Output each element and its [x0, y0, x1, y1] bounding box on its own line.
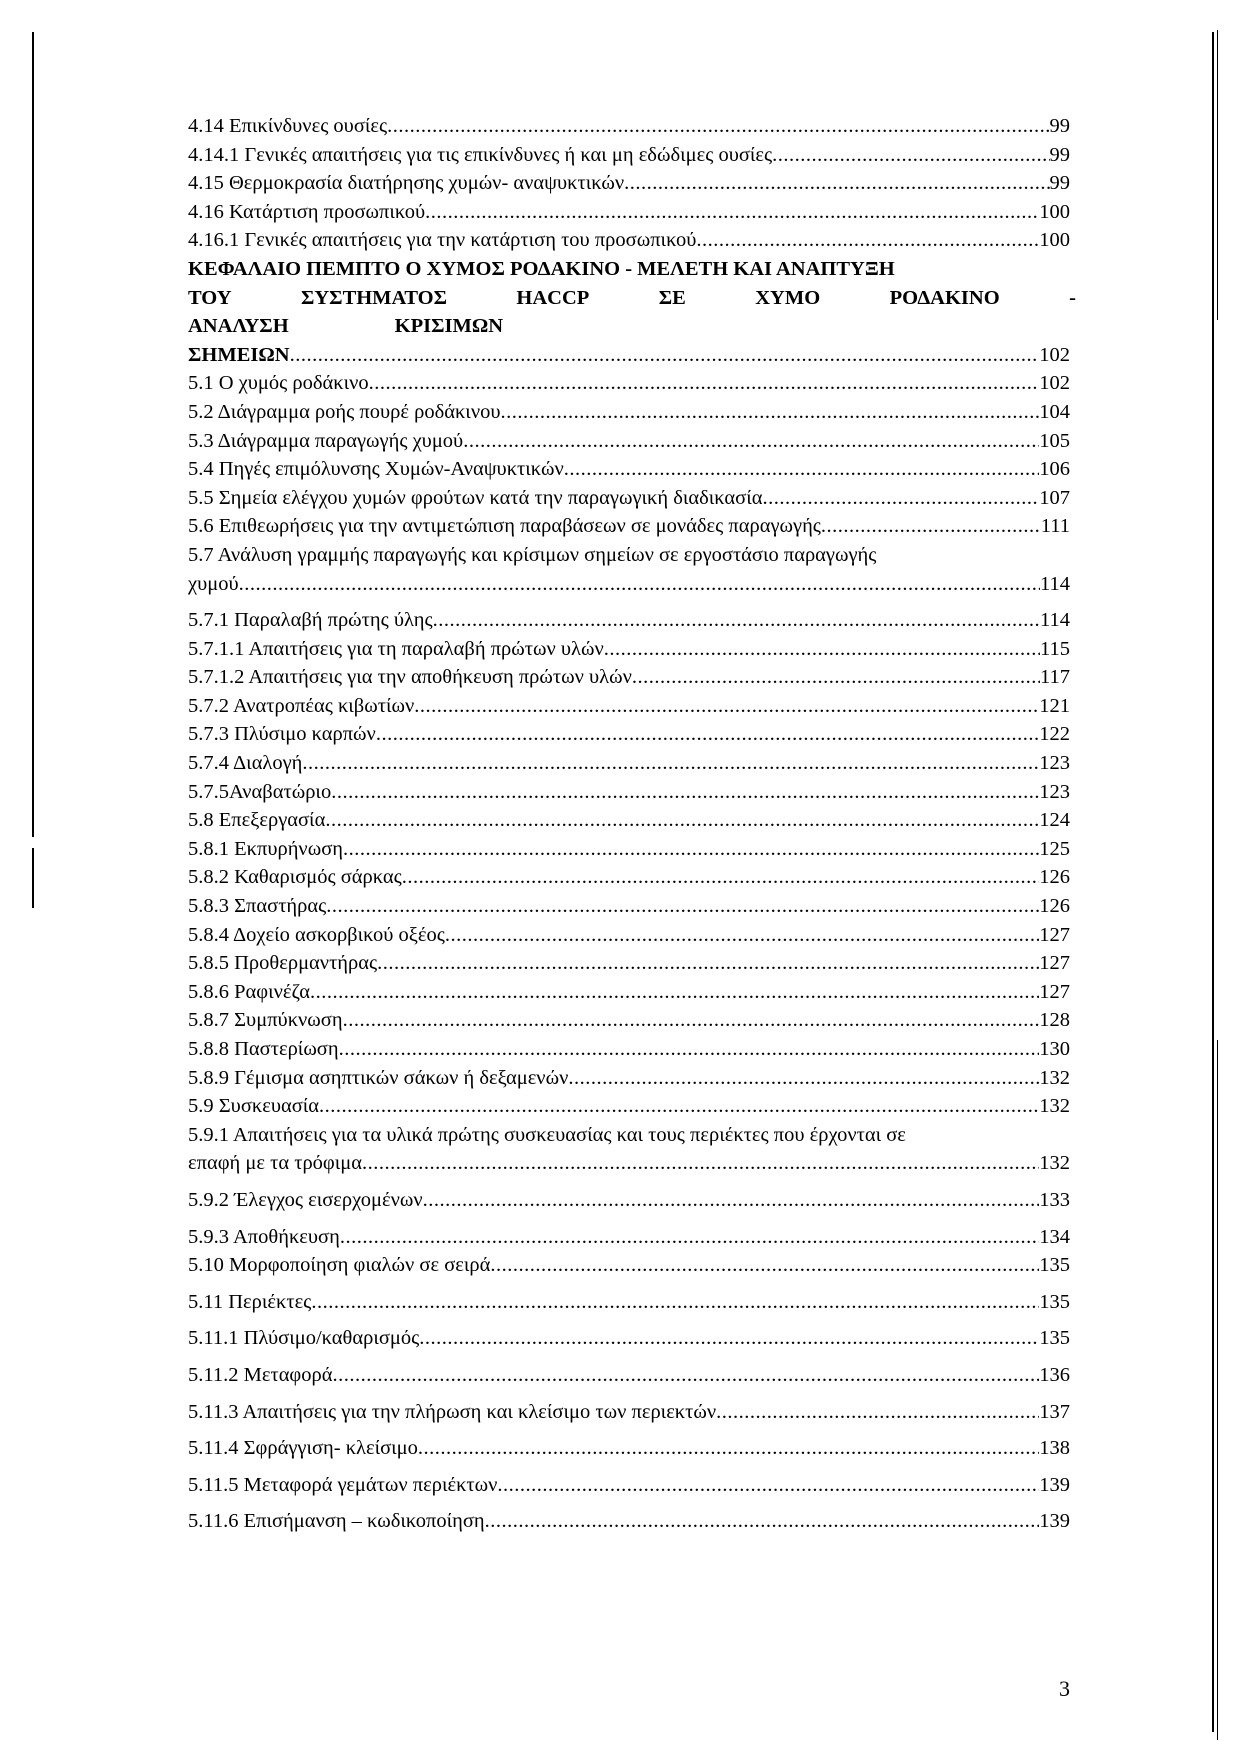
- toc-entry[interactable]: [188, 455, 1070, 484]
- toc-entry-page: 139: [1039, 1510, 1070, 1533]
- leader-dots: [418, 1434, 1039, 1463]
- toc-entry[interactable]: [188, 1471, 1070, 1500]
- leader-dots: [604, 635, 1040, 664]
- toc-entry-label: 5.11.6 Επισήμανση – κωδικοποίηση: [188, 1510, 485, 1533]
- chapter-title-line: ΚΕΦΑΛΑΙΟ ΠΕΜΠΤΟ Ο ΧΥΜΟΣ ΡΟΔΑΚΙΝΟ - ΜΕΛΕΤΗ ΚΑΙ ΑΝΑΠΤΥΞΗ: [188, 257, 895, 280]
- leader-dots: [632, 663, 1040, 692]
- toc-entry[interactable]: [188, 978, 1070, 1007]
- chapter-word: ΧΥΜΟ: [755, 286, 821, 309]
- toc-entry-label: 5.7.4 Διαλογή: [188, 752, 303, 775]
- left-border-line-lower: [32, 848, 34, 908]
- chapter-word: ΡΟΔΑΚΙΝΟ: [889, 286, 1000, 309]
- toc-entry[interactable]: [188, 169, 1070, 198]
- chapter-word: ΤΟΥ: [188, 286, 232, 309]
- toc-entry-label: 5.7.2 Ανατροπέας κιβωτίων: [188, 694, 415, 717]
- leader-dots: [423, 1186, 1040, 1215]
- toc-entry[interactable]: [188, 1121, 1070, 1178]
- toc-entry-page: 138: [1039, 1437, 1070, 1460]
- toc-entry-label: 4.16 Κατάρτιση προσωπικού: [188, 200, 426, 223]
- toc-entry-page: 105: [1039, 429, 1070, 452]
- toc-entry-page: 117: [1040, 666, 1070, 689]
- toc-entry-page: 133: [1039, 1188, 1070, 1211]
- toc-entry-page: 127: [1039, 980, 1070, 1003]
- toc-entry[interactable]: [188, 835, 1070, 864]
- leader-dots: [402, 863, 1039, 892]
- toc-entry-page: 111: [1040, 515, 1070, 538]
- toc-entry-label: 5.7.3 Πλύσιμο καρπών: [188, 723, 376, 746]
- leader-dots: [343, 835, 1039, 864]
- toc-entry[interactable]: [188, 1006, 1070, 1035]
- toc-entry-label: 5.7.1.1 Απαιτήσεις για τη παραλαβή πρώτων υλών: [188, 637, 604, 660]
- toc-entry[interactable]: [188, 369, 1070, 398]
- toc-entry-label: 5.11.5 Μεταφορά γεμάτων περιέκτων: [188, 1473, 498, 1496]
- leader-dots: [433, 606, 1040, 635]
- toc-entry[interactable]: [188, 1064, 1070, 1093]
- toc-entry-label: 4.16.1 Γενικές απαιτήσεις για την κατάρτιση του προσωπικού: [188, 229, 697, 252]
- leader-dots: [302, 749, 1039, 778]
- toc-entry[interactable]: [188, 863, 1070, 892]
- leader-dots: [377, 949, 1039, 978]
- toc-entry-page: 114: [1040, 572, 1070, 595]
- toc-entry-page: 132: [1039, 1066, 1070, 1089]
- toc-entry-label: 5.7.1 Παραλαβή πρώτης ύλης: [188, 609, 433, 632]
- leader-dots: [369, 369, 1040, 398]
- chapter-word: ΣΥΣΤΗΜΑΤΟΣ: [300, 286, 447, 309]
- toc-entry-label: 5.8.5 Προθερμαντήρας: [188, 952, 378, 975]
- toc-entry-page: 132: [1039, 1095, 1070, 1118]
- chapter-word: ΣΕ: [658, 286, 686, 309]
- toc-entry-page: 99: [1049, 143, 1070, 166]
- toc-entry-label: 5.11.1 Πλύσιμο/καθαρισμός: [188, 1327, 420, 1350]
- leader-dots: [564, 455, 1040, 484]
- toc-entry-page: 137: [1039, 1400, 1070, 1423]
- toc-entry-label: 5.8 Επεξεργασία: [188, 809, 326, 832]
- toc-entry-label: 5.9.1 Απαιτήσεις για τα υλικά πρώτης συσκευασίας και τους περιέκτες που έρχονται σε: [188, 1123, 906, 1146]
- toc-entry-page: 99: [1049, 172, 1070, 195]
- toc-entry-page: 99: [1049, 115, 1070, 137]
- toc-entry-page: 127: [1039, 923, 1070, 946]
- chapter-title-line: [188, 312, 1070, 341]
- toc-entry-page: 106: [1039, 458, 1070, 481]
- chapter-word: ΑΝΑΛΥΣΗ: [188, 315, 289, 338]
- toc-entry-page: 139: [1039, 1473, 1070, 1496]
- toc-entry[interactable]: [188, 635, 1070, 664]
- toc-entry-page: 100: [1039, 200, 1070, 223]
- chapter-word: -: [1069, 286, 1076, 309]
- toc-entry-page: 123: [1039, 752, 1070, 775]
- right-border-line: [1212, 32, 1214, 1732]
- leader-dots: [821, 512, 1041, 541]
- leader-dots: [310, 978, 1039, 1007]
- leader-dots: [239, 570, 1040, 599]
- toc-entry-label: 5.3 Διάγραμμα παραγωγής χυμού: [188, 429, 464, 452]
- toc-entry[interactable]: [188, 398, 1070, 427]
- leader-dots: [290, 341, 1040, 370]
- toc-entry[interactable]: [188, 198, 1070, 227]
- leader-dots: [497, 1471, 1039, 1500]
- toc-entry-label: 5.8.9 Γέμισμα ασηπτικών σάκων ή δεξαμενών: [188, 1066, 569, 1089]
- leader-dots: [319, 1092, 1039, 1121]
- toc-entry[interactable]: [188, 663, 1070, 692]
- toc-entry-page: 130: [1039, 1038, 1070, 1060]
- leader-dots: [332, 1361, 1039, 1390]
- toc-entry[interactable]: [188, 921, 1070, 950]
- page-number: 3: [1059, 1676, 1070, 1701]
- leader-dots: [716, 1398, 1039, 1427]
- leader-dots: [414, 692, 1039, 721]
- toc-entry-page: 107: [1039, 486, 1070, 509]
- toc-entry-label: 5.2 Διάγραμμα ροής πουρέ ροδάκινου: [188, 400, 501, 423]
- leader-dots: [339, 1035, 1040, 1064]
- toc-entry[interactable]: [188, 1251, 1070, 1280]
- toc-entry-label: 5.8.8 Παστερίωση: [188, 1038, 339, 1060]
- toc-entry-page: 115: [1040, 637, 1070, 660]
- toc-entry-label: 4.14.1 Γενικές απαιτήσεις για τις επικίνδυνες ή και μη εδώδιμες ουσίες: [188, 143, 773, 166]
- toc-entry-page: 126: [1039, 866, 1070, 889]
- leader-dots: [343, 1006, 1040, 1035]
- chapter-word: HACCP: [516, 286, 590, 309]
- toc-entry[interactable]: [188, 1288, 1070, 1317]
- toc-entry-label: 4.15 Θερμοκρασία διατήρησης χυμών- αναψυκτικών: [188, 172, 625, 195]
- leader-dots: [445, 921, 1039, 950]
- toc-entry[interactable]: [188, 892, 1070, 921]
- toc-entry[interactable]: [188, 1092, 1070, 1121]
- toc-entry-page: 125: [1039, 837, 1070, 860]
- toc-entry-label: 5.7.5Αναβατώριο: [188, 780, 332, 803]
- toc-entry-label: 5.6 Επιθεωρήσεις για την αντιμετώπιση παραβάσεων σε μονάδες παραγωγής: [188, 515, 821, 538]
- toc-entry-label: 5.11.3 Απαιτήσεις για την πλήρωση και κλείσιμο των περιεκτών: [188, 1400, 717, 1423]
- toc-entry[interactable]: [188, 541, 1070, 598]
- toc-entry[interactable]: [188, 1186, 1070, 1215]
- toc-entry-label: 5.7.1.2 Απαιτήσεις για την αποθήκευση πρώτων υλών: [188, 666, 632, 689]
- leader-dots: [340, 1223, 1039, 1252]
- toc-entry[interactable]: [188, 749, 1070, 778]
- toc-entry[interactable]: [188, 778, 1070, 807]
- toc-entry-page: 135: [1039, 1327, 1070, 1350]
- toc-entry-label: 4.14 Επικίνδυνες ουσίες: [188, 115, 388, 137]
- leader-dots: [762, 484, 1039, 513]
- toc-entry[interactable]: [188, 949, 1070, 978]
- toc-entry[interactable]: [188, 1361, 1070, 1390]
- toc-entry[interactable]: [188, 226, 1070, 255]
- toc-entry-page: 135: [1039, 1254, 1070, 1277]
- toc-entry[interactable]: [188, 1398, 1070, 1427]
- table-of-contents: [188, 112, 1076, 1536]
- toc-entry-label: 5.11.4 Σφράγγιση- κλείσιμο: [188, 1437, 418, 1460]
- leader-dots: [501, 398, 1040, 427]
- toc-entry-page: 123: [1039, 780, 1070, 803]
- leader-dots: [624, 169, 1049, 198]
- leader-dots: [362, 1149, 1039, 1178]
- toc-entry-page: 102: [1039, 372, 1070, 395]
- chapter-heading[interactable]: [188, 255, 1076, 369]
- chapter-title-line: [188, 284, 1076, 313]
- toc-entry[interactable]: [188, 1223, 1070, 1252]
- leader-dots: [696, 226, 1039, 255]
- toc-entry[interactable]: [188, 720, 1070, 749]
- right-border-line-inner: [1217, 30, 1218, 320]
- toc-entry-label: 5.9 Συσκευασία: [188, 1095, 320, 1118]
- toc-entry-page: 134: [1039, 1225, 1070, 1248]
- toc-entry-label: 5.8.4 Δοχείο ασκορβικού οξέος: [188, 923, 445, 946]
- leader-dots: [387, 112, 1049, 141]
- toc-entry-label: 5.5 Σημεία ελέγχου χυμών φρούτων κατά την παραγωγική διαδικασία: [188, 486, 763, 509]
- toc-entry[interactable]: [188, 484, 1070, 513]
- leader-dots: [490, 1251, 1039, 1280]
- toc-entry[interactable]: [188, 1324, 1070, 1353]
- toc-entry[interactable]: [188, 112, 1070, 141]
- chapter-title-line: [188, 341, 1070, 370]
- leader-dots: [325, 806, 1039, 835]
- leader-dots: [463, 427, 1039, 456]
- toc-entry-label: 5.8.2 Καθαρισμός σάρκας: [188, 866, 402, 889]
- toc-entry-label: 5.8.6 Ραφινέζα: [188, 980, 310, 1003]
- toc-entry-label: επαφή με τα τρόφιμα: [188, 1152, 362, 1175]
- toc-entry[interactable]: [188, 1507, 1070, 1536]
- toc-entry-page: 121: [1039, 694, 1070, 717]
- leader-dots: [376, 720, 1039, 749]
- toc-entry-page: 114: [1040, 609, 1070, 632]
- toc-entry-continuation: [188, 1149, 1070, 1178]
- toc-entry-label: 5.11.2 Μεταφορά: [188, 1363, 333, 1386]
- toc-entry[interactable]: [188, 141, 1070, 170]
- toc-entry-label: 5.8.7 Συμπύκνωση: [188, 1009, 343, 1032]
- toc-entry-page: 122: [1039, 723, 1070, 746]
- leader-dots: [326, 892, 1039, 921]
- chapter-word: ΚΡΙΣΙΜΩΝ: [394, 315, 504, 338]
- toc-entry-page: 126: [1039, 895, 1070, 918]
- toc-entry-label: 5.8.3 Σπαστήρας: [188, 895, 327, 918]
- toc-entry[interactable]: [188, 512, 1070, 541]
- toc-entry-label: 5.11 Περιέκτες: [188, 1290, 312, 1313]
- left-border-line: [32, 32, 34, 837]
- leader-dots: [311, 1288, 1039, 1317]
- toc-entry-label: 5.4 Πηγές επιμόλυνσης Χυμών-Αναψυκτικών: [188, 458, 564, 481]
- toc-entry-page: 136: [1039, 1363, 1070, 1386]
- toc-entry[interactable]: [188, 1035, 1070, 1064]
- toc-entry-label: 5.8.1 Εκπυρήνωση: [188, 837, 343, 860]
- toc-entry-page: 124: [1039, 809, 1070, 832]
- leader-dots: [419, 1324, 1039, 1353]
- toc-entry[interactable]: [188, 606, 1070, 635]
- leader-dots: [772, 141, 1049, 170]
- toc-entry[interactable]: [188, 692, 1070, 721]
- leader-dots: [425, 198, 1039, 227]
- leader-dots: [331, 778, 1039, 807]
- toc-entry-page: 127: [1039, 952, 1070, 975]
- leader-dots: [568, 1064, 1039, 1093]
- toc-entry-label: 5.1 Ο χυμός ροδάκινο: [188, 372, 369, 395]
- toc-entry-label: 5.9.3 Αποθήκευση: [188, 1225, 340, 1248]
- toc-entry-label: 5.10 Μορφοποίηση φιαλών σε σειρά: [188, 1254, 491, 1277]
- toc-entry-label: 5.9.2 Έλεγχος εισερχομένων: [188, 1188, 423, 1211]
- toc-entry-page: 100: [1039, 229, 1070, 252]
- toc-entry-label: 5.7 Ανάλυση γραμμής παραγωγής και κρίσιμων σημείων σε εργοστάσιο παραγωγής: [188, 543, 877, 566]
- toc-entry-page: 128: [1039, 1009, 1070, 1032]
- toc-entry-page: 135: [1039, 1290, 1070, 1313]
- right-border-line-inner2: [1217, 1040, 1218, 1740]
- leader-dots: [485, 1507, 1040, 1536]
- toc-entry-label: ΣΗΜΕΙΩΝ: [188, 343, 290, 366]
- toc-entry-page: 132: [1039, 1152, 1070, 1175]
- toc-entry-page: 102: [1039, 343, 1070, 366]
- toc-entry[interactable]: [188, 427, 1070, 456]
- toc-entry-label: χυμού: [188, 572, 239, 595]
- toc-entry-continuation: [188, 570, 1070, 599]
- toc-entry[interactable]: [188, 806, 1070, 835]
- toc-entry-page: 104: [1039, 400, 1070, 423]
- toc-entry[interactable]: [188, 1434, 1070, 1463]
